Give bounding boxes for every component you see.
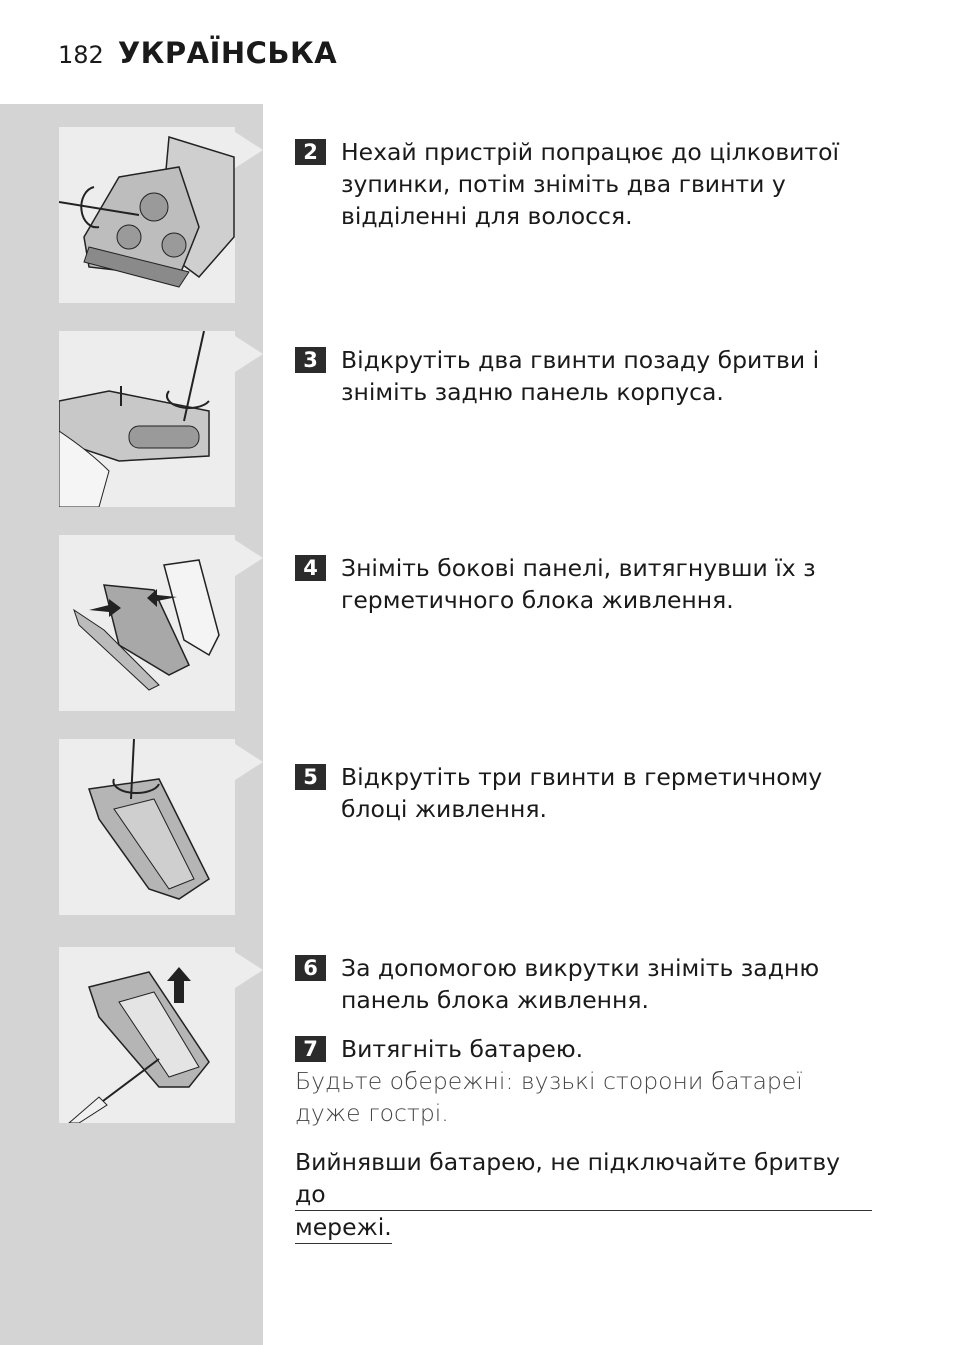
language-title: УКРАЇНСЬКА bbox=[117, 36, 338, 70]
step-text: Нехай пристрій попрацює до цілковитої зупинки, потім зніміть два гвинти у відділенні для волосся. bbox=[341, 138, 840, 230]
warning-line-1: Вийнявши батарею, не підключайте бритву до bbox=[295, 1146, 872, 1211]
figure-pointer bbox=[235, 952, 263, 988]
figure-step-4 bbox=[59, 535, 235, 711]
step-3 bbox=[295, 344, 895, 408]
warning-note bbox=[295, 1146, 872, 1244]
step-number-badge: 4 bbox=[295, 555, 326, 581]
step-text: Зніміть бокові панелі, витягнувши їх з герметичного блока живлення. bbox=[341, 554, 816, 614]
caution-note: Будьте обережні: вузькі сторони батареї дуже гострі. bbox=[295, 1067, 803, 1127]
step-2 bbox=[295, 136, 895, 232]
step-text: Витягніть батарею. bbox=[341, 1035, 584, 1063]
step-7 bbox=[295, 1033, 895, 1065]
power-unit-screws-illustration bbox=[59, 739, 235, 915]
shaver-back-screws-illustration bbox=[59, 331, 235, 507]
step-number-badge: 6 bbox=[295, 955, 326, 981]
step-6 bbox=[295, 952, 895, 1016]
figure-pointer bbox=[235, 744, 263, 780]
step-4 bbox=[295, 552, 895, 616]
step-5 bbox=[295, 761, 895, 825]
power-unit-back-panel-illustration bbox=[59, 947, 235, 1123]
figure-step-6-7 bbox=[59, 947, 235, 1123]
figure-pointer bbox=[235, 132, 263, 168]
side-panels-removal-illustration bbox=[59, 535, 235, 711]
shaver-head-screw-removal-illustration bbox=[59, 127, 235, 303]
step-text: За допомогою викрутки зніміть задню панель блока живлення. bbox=[341, 954, 820, 1014]
step-number-badge: 7 bbox=[295, 1036, 326, 1062]
step-text: Відкрутіть три гвинти в герметичному блоці живлення. bbox=[341, 763, 823, 823]
step-number-badge: 3 bbox=[295, 347, 326, 373]
page-number: 182 bbox=[58, 41, 104, 69]
step-number-badge: 5 bbox=[295, 764, 326, 790]
step-text: Відкрутіть два гвинти позаду бритви і зніміть задню панель корпуса. bbox=[341, 346, 820, 406]
figure-step-2 bbox=[59, 127, 235, 303]
page-header bbox=[58, 36, 337, 72]
step-number-badge: 2 bbox=[295, 139, 326, 165]
warning-line-2: мережі. bbox=[295, 1211, 392, 1244]
figure-step-5 bbox=[59, 739, 235, 915]
figure-step-3 bbox=[59, 331, 235, 507]
figure-pointer bbox=[235, 540, 263, 576]
figure-pointer bbox=[235, 336, 263, 372]
